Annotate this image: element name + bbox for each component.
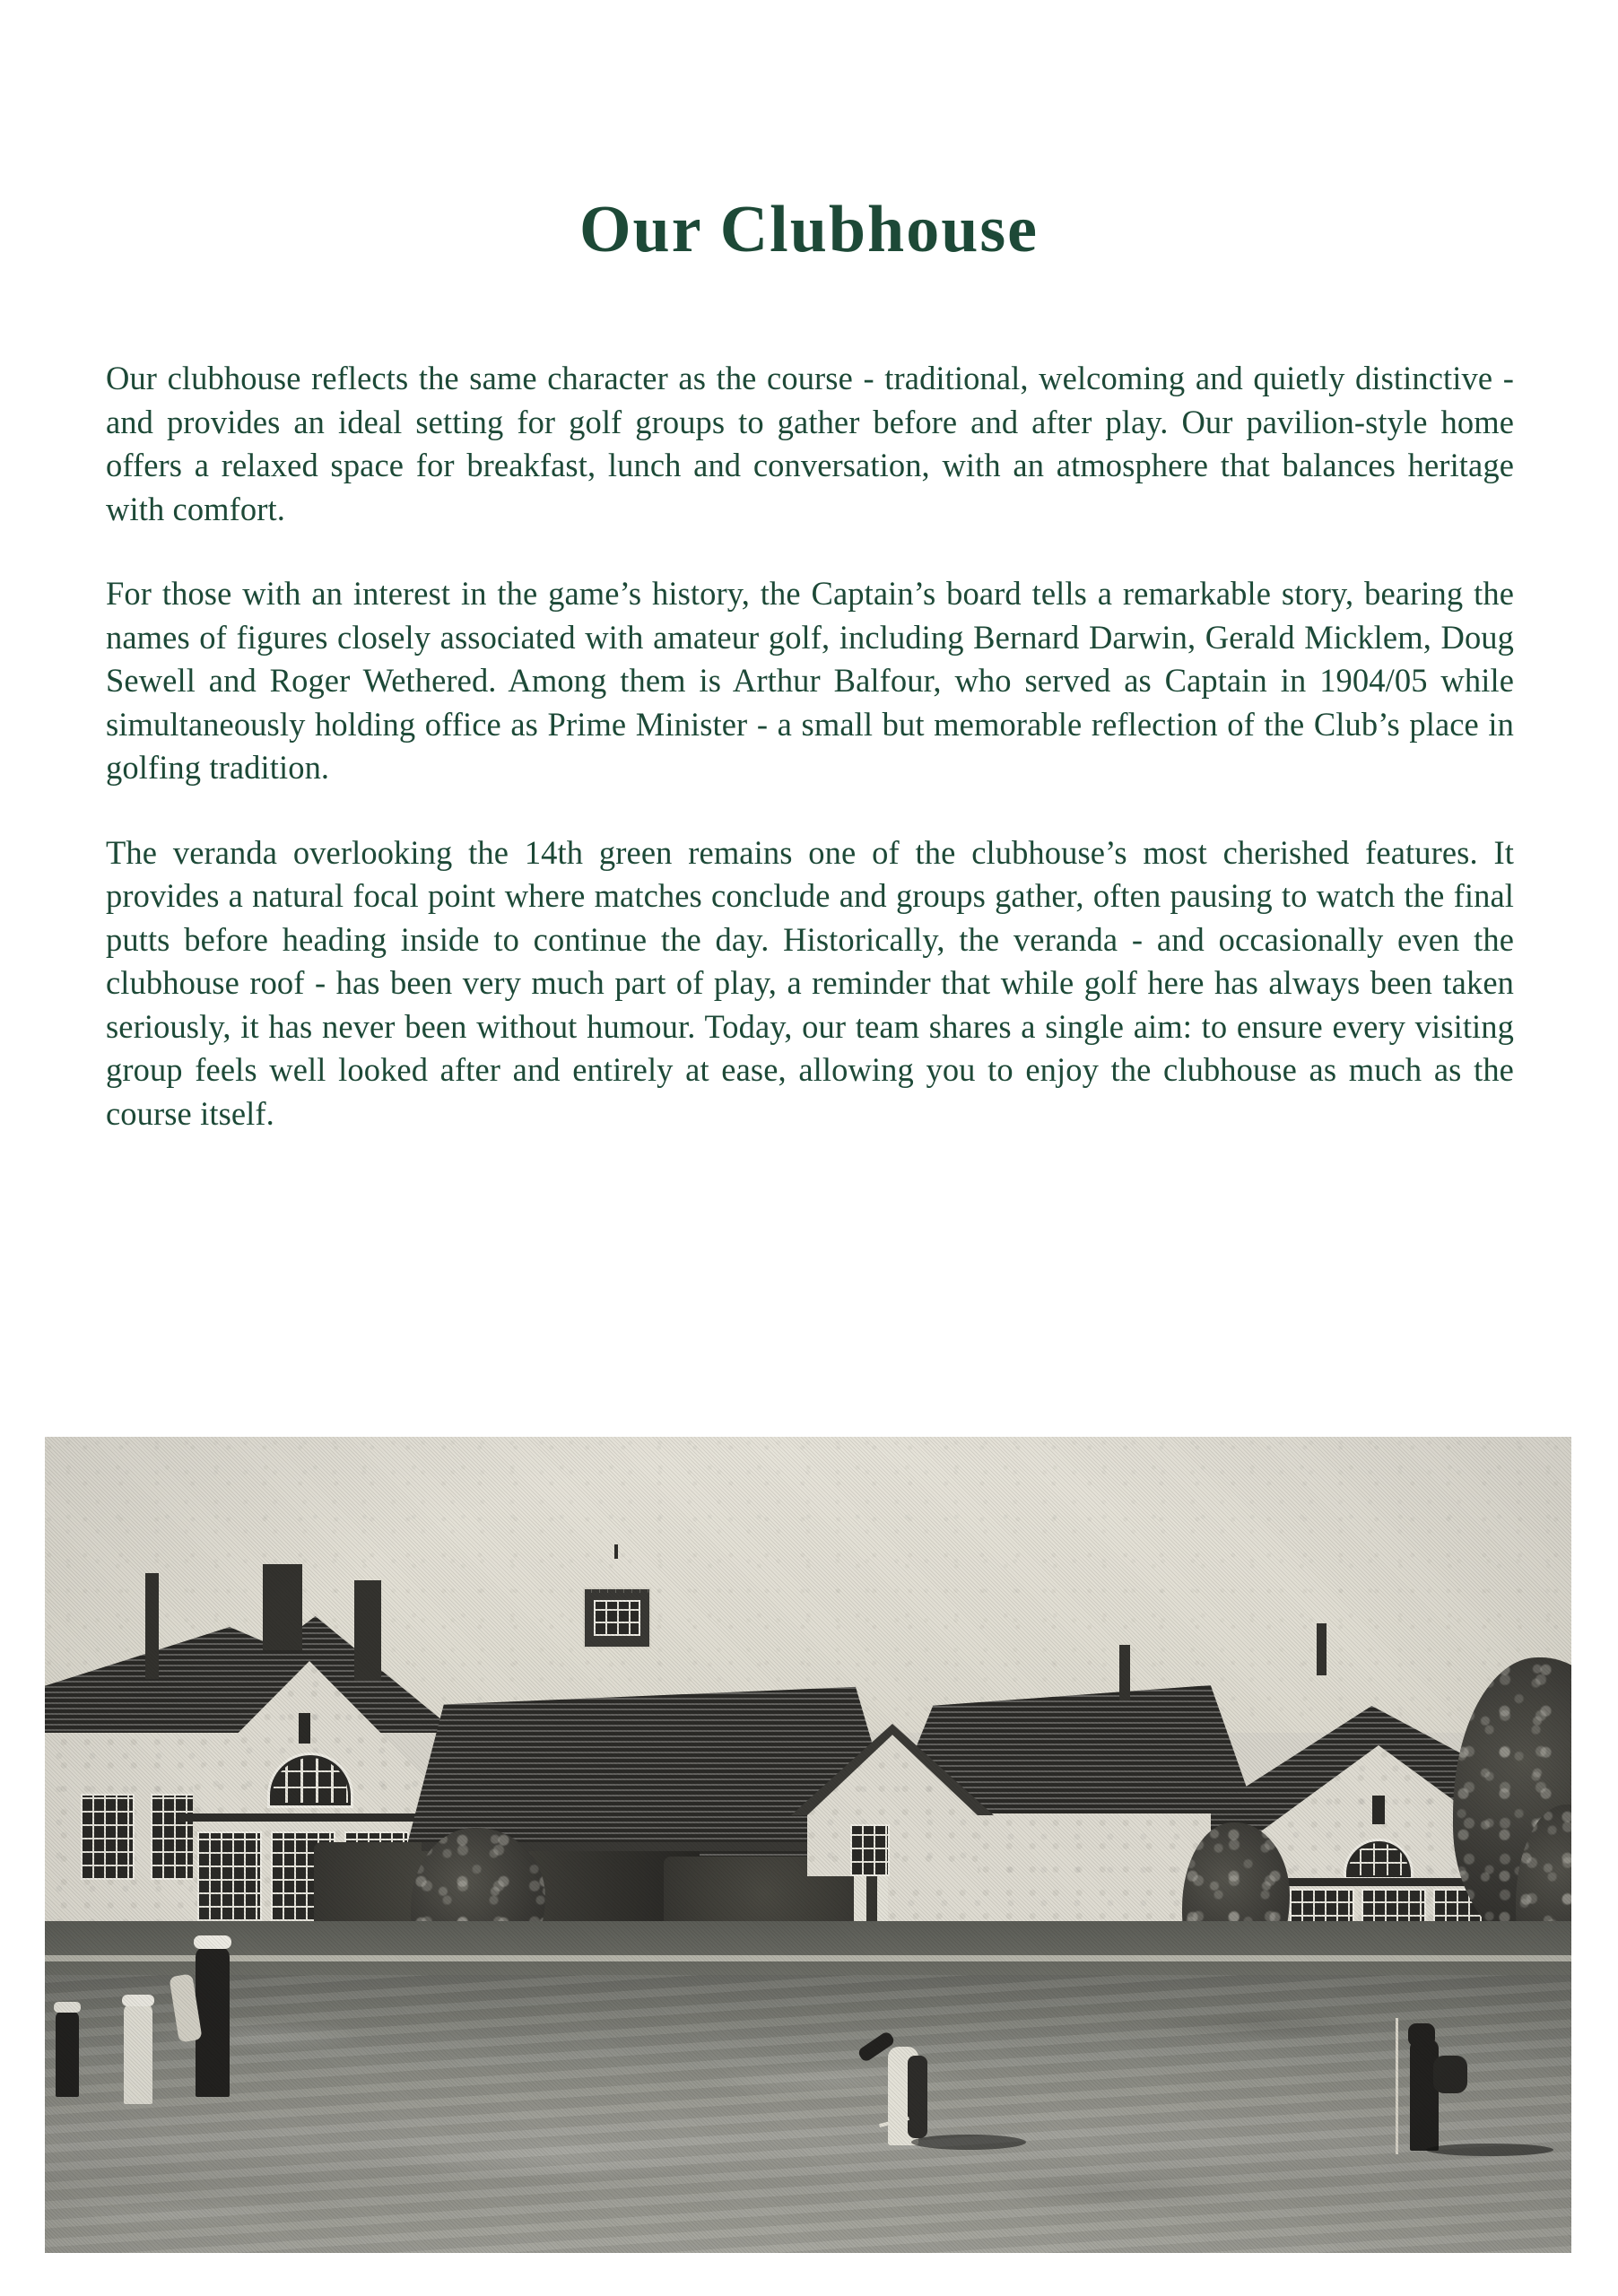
gable-vent-slot [299,1713,310,1744]
window-mullions [83,1796,133,1878]
golfer-left-white-hat [122,1995,154,2006]
right-centre-chimney-2 [1317,1623,1327,1675]
page-title: Our Clubhouse [579,192,1039,266]
green-mottle-texture [45,1975,1571,2253]
flagstick [1396,2018,1398,2154]
centre-gable-window [850,1824,890,1876]
photo-putting-green [45,1975,1571,2253]
caddie-right-head [1408,2023,1435,2047]
caddie-right-shadow [1426,2144,1553,2156]
left-chimney-tall [145,1573,159,1679]
cupola-window-mullions [596,1602,639,1634]
left-wing-window-1 [81,1794,135,1880]
left-gable-chimney [263,1564,302,1650]
cupola-window [594,1600,640,1636]
paragraph-2: For those with an interest in the game’s history, the Captain’s board tells a remarkable story, bearing the names of figures closely associated with amateur golf, including Bernard Darwin, Gerald Micklem, Doug Sewell and Roger Wethered. Among them is Arthur Balfour, who served as Captain in 1904/05 while simultaneously holding office as Prime Minister - a small but memorable reflection of the Club’s place in golfing tradition. [106,575,1514,786]
golfer-left-white [124,2004,152,2104]
golfer-putting-shadow [911,2135,1026,2150]
left-gable-chimney-small [354,1580,381,1681]
caddie-right [1410,2039,1439,2151]
arched-window-mullions [273,1758,348,1803]
cupola-finial [614,1544,618,1559]
right-centre-chimney [1119,1645,1130,1700]
window-mullions [852,1826,888,1874]
golfer-putting-shade [908,2056,927,2138]
golfer-left-small [56,2011,79,2097]
left-veranda-lintel [179,1813,448,1822]
paragraph-1: Our clubhouse reflects the same character as the course - traditional, welcoming and quietly distinctive - and provides an ideal setting for golf groups to gather before and after play. Our pavilion-style home offers a relaxed space for breakfast, lunch and conversation, with an atmosphere that balances heritage with comfort. [106,360,1514,527]
arched-window-mullions [1348,1843,1409,1875]
caddie-right-bag [1433,2056,1467,2093]
clubhouse-photograph [45,1437,1571,2253]
golfer-left-tall-hat [194,1935,231,1949]
golfer-left-small-hat [54,2002,81,2013]
golfer-left-tall [196,1946,230,2097]
photo-path-line [45,1955,1571,1961]
right-gable-vent-slot [1372,1796,1385,1824]
paragraph-3: The veranda overlooking the 14th green remains one of the clubhouse’s most cherished features. It provides a natural focal point where matches conclude and groups gather, often pausing to watch the final putts before heading inside to continue the day. Historically, the veranda - and occasionally even the clubhouse roof - has been very much part of play, a reminder that while golf here has always been taken seriously, it has never been without humour. Today, our team shares a single aim: to ensure every visiting group feels well looked after and entirely at ease, allowing you to enjoy the clubhouse as much as the course itself. [106,833,1514,1132]
body-copy [106,357,1514,1135]
